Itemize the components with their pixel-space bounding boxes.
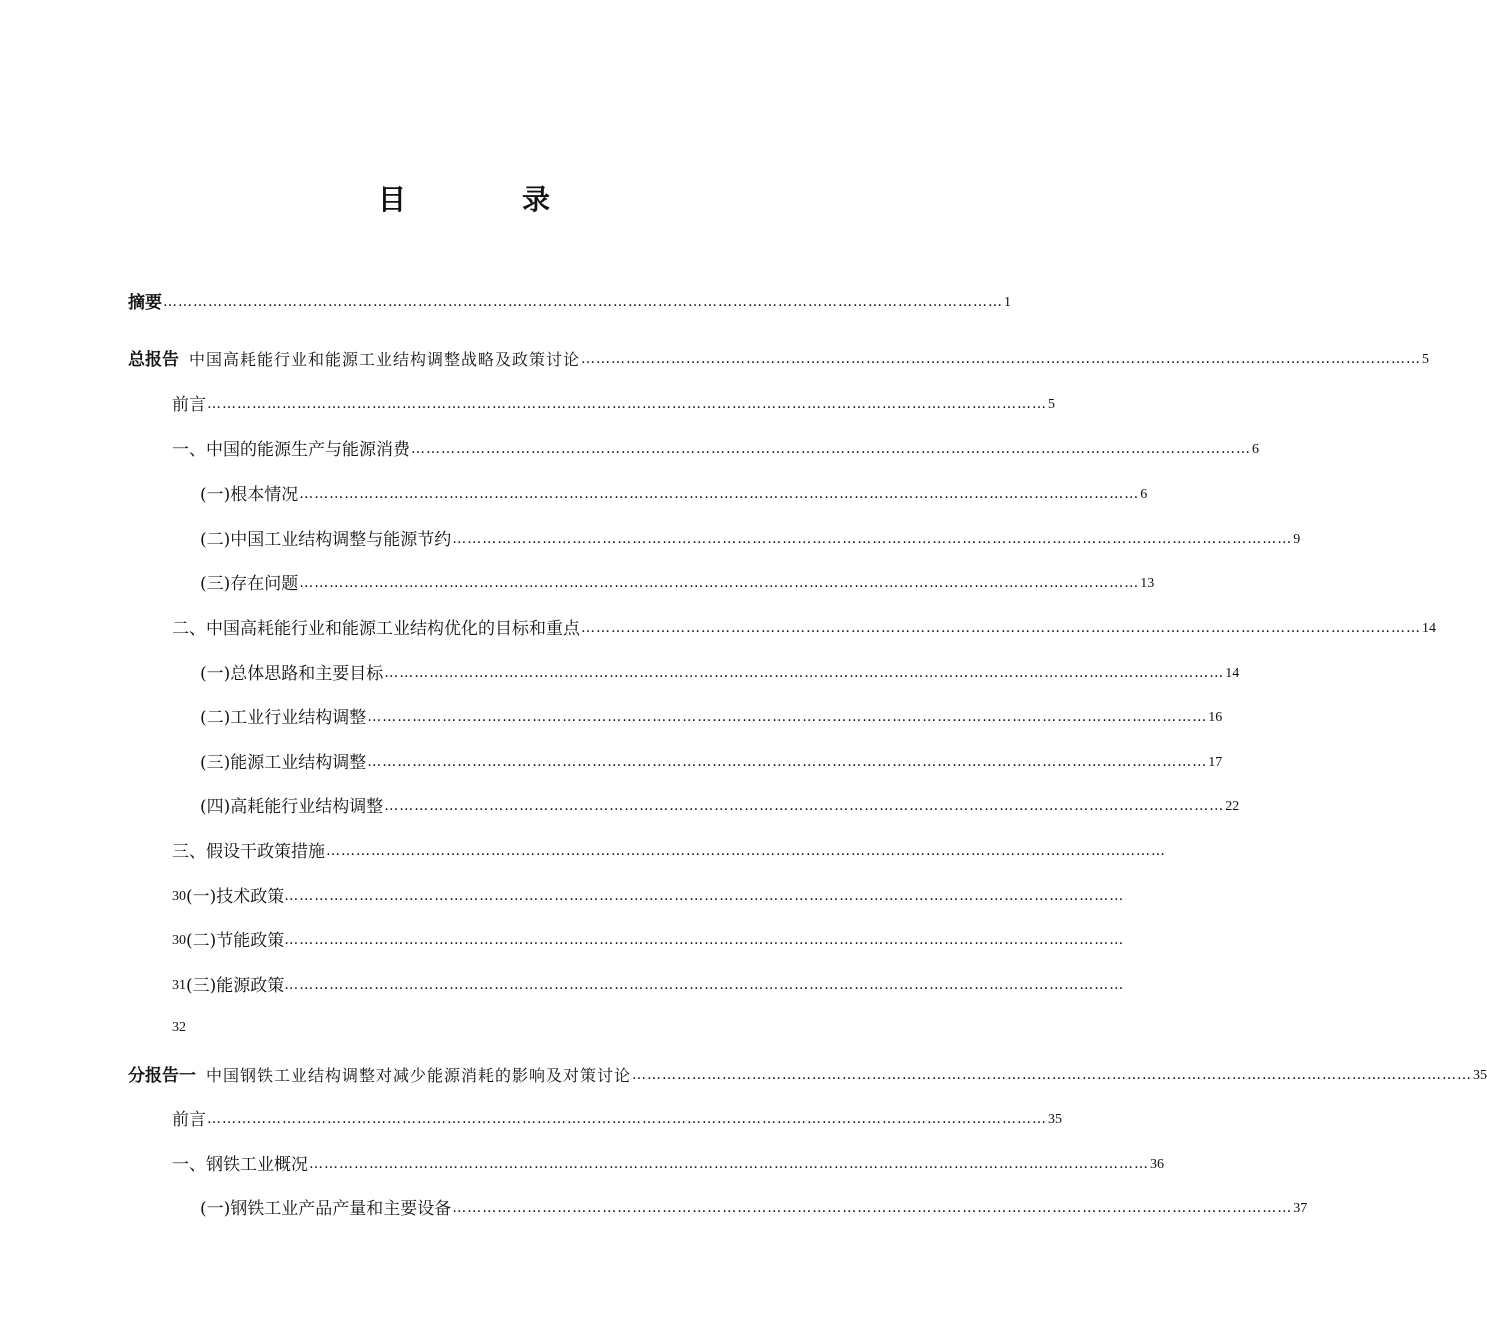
toc-subtitle: 中国钢铁工业结构调整对减少能源消耗的影响及对策讨论 <box>206 1066 632 1085</box>
toc-label: 一、中国的能源生产与能源消费 <box>172 440 410 460</box>
toc-page-number: 14 <box>1422 621 1436 636</box>
toc-entry-section-2-4[interactable] <box>200 791 1240 817</box>
toc-entry-sub1-preface[interactable] <box>172 1104 1062 1130</box>
toc-leader: …………………………………………………………………………………………………………………………………………………… <box>207 1111 1047 1127</box>
toc-label: (一)钢铁工业产品产量和主要设备 <box>200 1199 452 1219</box>
toc-label: (三)能源工业结构调整 <box>200 753 367 773</box>
toc-label: (三)能源政策 <box>186 976 285 996</box>
toc-label: 前言 <box>172 1110 206 1130</box>
toc-leader: …………………………………………………………………………………………………………………………………………………… <box>632 1067 1473 1083</box>
toc-entry-section-1-2[interactable] <box>200 524 1301 550</box>
toc-label: 前言 <box>172 395 206 415</box>
toc-leader: …………………………………………………………………………………………………………………………………………………… <box>367 754 1208 770</box>
toc-page-number: 5 <box>1048 397 1055 412</box>
toc-page-number: 35 <box>1473 1068 1487 1083</box>
toc-leader: …………………………………………………………………………………………………………………………………………………… <box>207 396 1047 412</box>
toc-page-number: 30 <box>172 889 186 904</box>
toc-label: 三、假设干政策措施 <box>172 842 325 862</box>
toc-leader: …………………………………………………………………………………………………………………………………………………… <box>581 620 1421 636</box>
toc-entry-section-2-3[interactable] <box>200 747 1223 773</box>
toc-label: (二)节能政策 <box>186 931 285 951</box>
toc-leader: …………………………………………………………………………………………………………………………………………………… <box>309 1156 1149 1172</box>
toc-leader: …………………………………………………………………………………………………………………………………………………… <box>326 843 1166 859</box>
toc-entry-sub-report-1[interactable] <box>128 1060 1487 1086</box>
toc-entry-chapter-3[interactable] <box>172 836 1166 862</box>
toc-entry-section-3-3[interactable] <box>172 970 1125 996</box>
toc-leader: …………………………………………………………………………………………………………………………………………………… <box>163 294 1003 310</box>
toc-leader: …………………………………………………………………………………………………………………………………………………… <box>452 1200 1293 1216</box>
toc-entry-section-3-1[interactable] <box>172 881 1125 907</box>
toc-label: (一)根本情况 <box>200 485 299 505</box>
toc-leader: …………………………………………………………………………………………………………………………………………………… <box>284 977 1125 993</box>
toc-leader: …………………………………………………………………………………………………………………………………………………… <box>284 932 1125 948</box>
toc-page-number: 6 <box>1252 442 1259 457</box>
toc-label: 一、钢铁工业概况 <box>172 1155 308 1175</box>
toc-label: (一)技术政策 <box>186 887 285 907</box>
toc-leader: …………………………………………………………………………………………………………………………………………………… <box>367 709 1208 725</box>
toc-entry-preface[interactable] <box>172 389 1055 415</box>
toc-subtitle: 中国高耗能行业和能源工业结构调整战略及政策讨论 <box>189 350 581 369</box>
toc-page-number: 9 <box>1293 532 1301 547</box>
toc-page-number: 6 <box>1140 487 1148 502</box>
toc-page-number: 16 <box>1208 710 1223 725</box>
toc-entry-section-3-2[interactable] <box>172 925 1125 951</box>
toc-label: (四)高耗能行业结构调整 <box>200 797 384 817</box>
toc-entry-sub1-section-1-1[interactable] <box>200 1193 1308 1219</box>
toc-leader: …………………………………………………………………………………………………………………………………………………… <box>411 441 1251 457</box>
toc-leader: …………………………………………………………………………………………………………………………………………………… <box>452 531 1293 547</box>
toc-entry-chapter-2[interactable] <box>172 613 1436 639</box>
toc-leader: …………………………………………………………………………………………………………………………………………………… <box>581 351 1422 367</box>
toc-label: 摘要 <box>128 293 162 312</box>
toc-label: (一)总体思路和主要目标 <box>200 664 384 684</box>
toc-entry-section-2-1[interactable] <box>200 658 1240 684</box>
toc-page-number: 30 <box>172 933 186 948</box>
toc-entry-general-report[interactable] <box>128 344 1430 370</box>
toc-entry-sub1-chapter-1[interactable] <box>172 1149 1164 1175</box>
toc-page-number: 36 <box>1150 1157 1164 1172</box>
toc-leader: …………………………………………………………………………………………………………………………………………………… <box>384 665 1225 681</box>
toc-page-number: 14 <box>1225 666 1240 681</box>
toc-page-number: 35 <box>1048 1112 1062 1127</box>
toc-label: 总报告 <box>128 350 179 369</box>
toc-entry-chapter-1[interactable] <box>172 434 1259 460</box>
toc-label: (二)工业行业结构调整 <box>200 708 367 728</box>
toc-page-number: 5 <box>1422 352 1430 367</box>
toc-entry-section-1-1[interactable] <box>200 479 1148 505</box>
toc-page-number: 1 <box>1004 295 1011 310</box>
toc-title: 目 录 <box>377 183 594 216</box>
toc-leader: …………………………………………………………………………………………………………………………………………………… <box>384 798 1225 814</box>
toc-page-number: 37 <box>1293 1201 1308 1216</box>
toc-page-number: 17 <box>1208 755 1223 770</box>
toc-page-number: 13 <box>1140 576 1155 591</box>
toc-page-number: 32 <box>172 1020 186 1035</box>
toc-leader: …………………………………………………………………………………………………………………………………………………… <box>299 575 1140 591</box>
toc-leader: …………………………………………………………………………………………………………………………………………………… <box>284 888 1125 904</box>
toc-page-number: 31 <box>172 978 186 993</box>
toc-page-number: 22 <box>1225 799 1240 814</box>
toc-leader: …………………………………………………………………………………………………………………………………………………… <box>299 486 1140 502</box>
toc-entry-section-1-3[interactable] <box>200 568 1155 594</box>
toc-label: 分报告一 <box>128 1066 196 1085</box>
toc-entry-section-2-2[interactable] <box>200 702 1223 728</box>
toc-entry-abstract[interactable] <box>128 287 1011 313</box>
toc-label: (二)中国工业结构调整与能源节约 <box>200 530 452 550</box>
toc-label: (三)存在问题 <box>200 574 299 594</box>
toc-label: 二、中国高耗能行业和能源工业结构优化的目标和重点 <box>172 619 580 639</box>
